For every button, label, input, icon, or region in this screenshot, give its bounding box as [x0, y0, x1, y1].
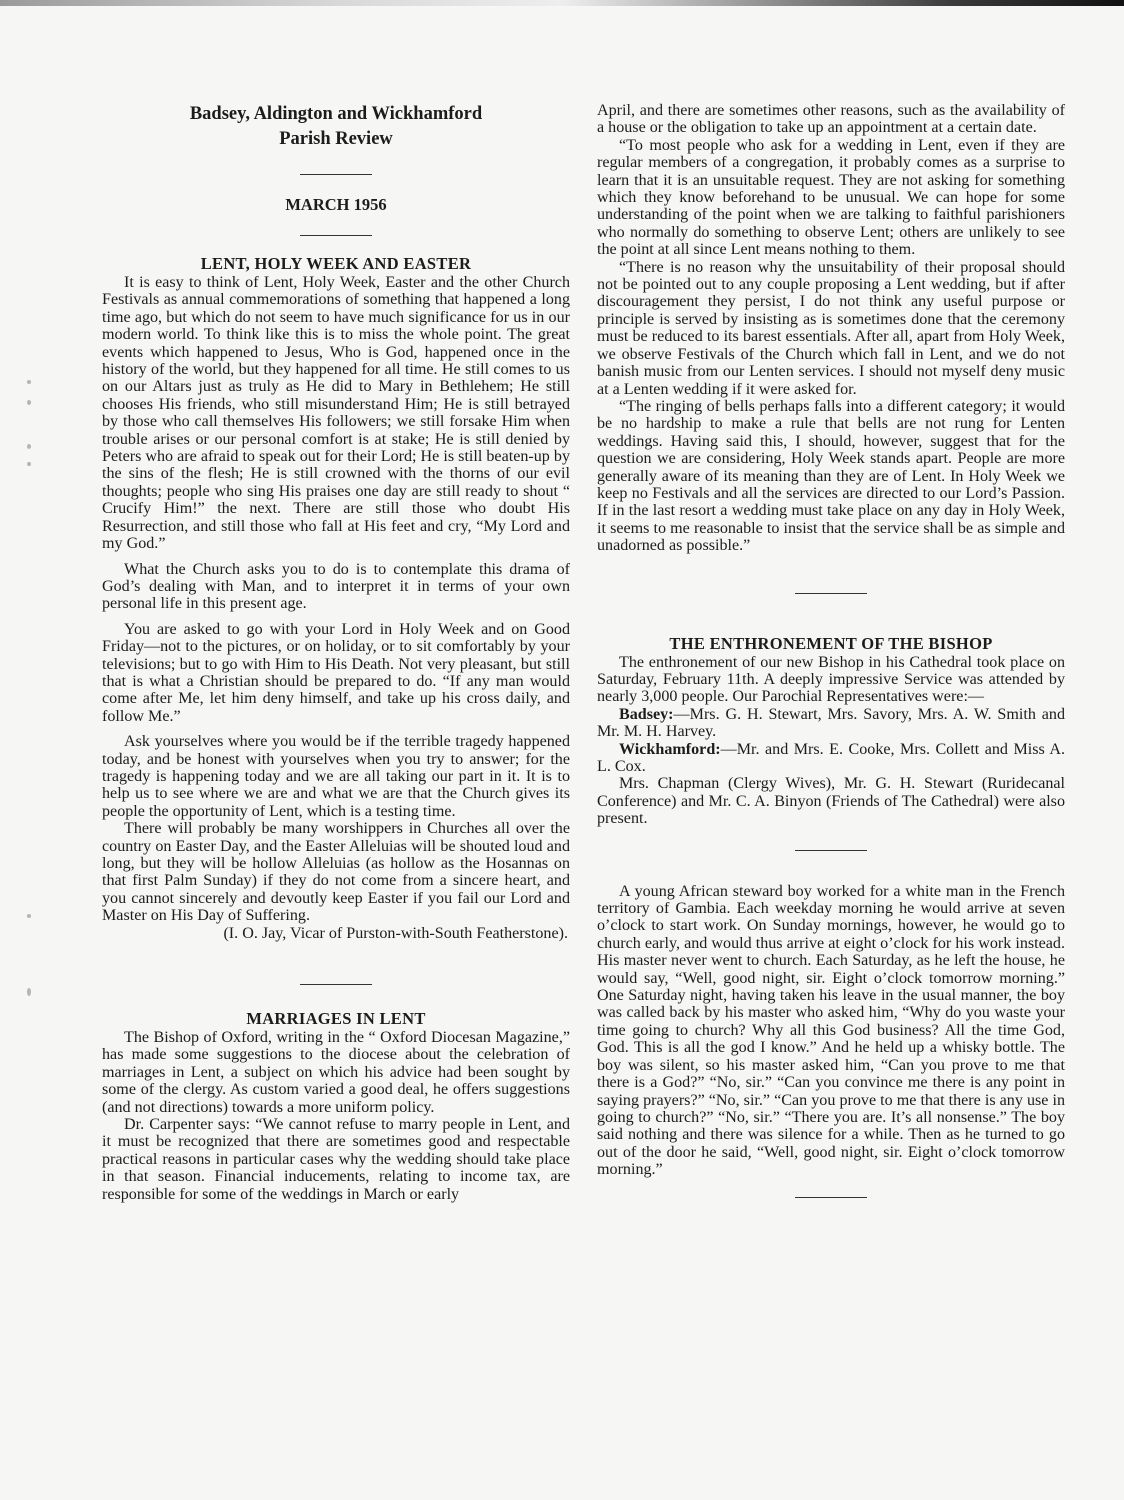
representatives-label: Badsey:	[619, 705, 674, 723]
representatives-label: Wickhamford:	[619, 740, 721, 758]
divider-rule	[795, 1197, 867, 1198]
marriages-continued-paragraph: “To most people who ask for a wedding in Lent, even if they are regular members of a congregation, it probably comes as a surprise to learn that it is an unsuitable request. They are not asking for something which they know beforehand to be unusual. We can hope for some understanding of the point when we are talking to faithful parishioners who normally do something to observe Lent; others are unlikely to see the point at all since Lent means nothing to them.	[597, 136, 1065, 259]
enthronement-intro: The enthronement of our new Bishop in his Cathedral took place on Saturday, February 11th. A deeply impressive Service was attended by nearly 3,000 people. Our Parochial Representatives were:—	[597, 653, 1065, 706]
marriages-paragraph: Dr. Carpenter says: “We cannot refuse to marry people in Lent, and it must be recognized that there are sometimes good and respectable practical reasons in particular cases why the wedding should take place in that season. Financial inducements, relating to income tax, are responsible for some of the weddings in March or early	[102, 1116, 570, 1203]
newsletter-page	[0, 6, 1124, 1500]
divider-rule	[795, 850, 867, 851]
scan-speck	[27, 380, 31, 384]
scan-speck	[27, 462, 31, 466]
right-column	[597, 102, 1065, 1198]
divider-rule	[300, 984, 372, 985]
masthead-title-line1: Badsey, Aldington and Wickhamford	[189, 104, 483, 124]
article-heading-enthronement: THE ENTHRONEMENT OF THE BISHOP	[669, 633, 993, 653]
divider-rule	[300, 174, 372, 175]
left-column	[102, 102, 570, 1203]
divider-rule	[300, 235, 372, 236]
divider-rule	[795, 593, 867, 594]
scan-speck	[27, 988, 31, 996]
masthead-title-line2: Parish Review	[279, 129, 393, 149]
lent-paragraph: You are asked to go with your Lord in Holy Week and on Good Friday—not to the pictures, or on holiday, or to sit comfortably by your televisions; but to go with Him to His Death. Not very pleasant, but still that is what a Christian should be prepared to do. “If any man would come after Me, let him deny himself, and take up his cross daily, and follow Me.”	[102, 620, 570, 725]
enthronement-closing: Mrs. Chapman (Clergy Wives), Mr. G. H. Stewart (Ruridecanal Conference) and Mr. C. A. Binyon (Friends of The Cathedral) were also present.	[597, 775, 1065, 828]
masthead-title	[102, 102, 570, 152]
marriages-continued-paragraph: April, and there are sometimes other reasons, such as the availability of a house or the obligation to take up an appointment at a certain date.	[597, 102, 1065, 137]
lent-signoff: (I. O. Jay, Vicar of Purston-with-South Featherstone).	[223, 924, 568, 942]
lent-paragraph: It is easy to think of Lent, Holy Week, Easter and the other Church Festivals as annual commemorations of something that happened a long time ago, but which do not seem to have much significance for us in our modern world. To think like this is to miss the whole point. The great events which happened to Jesus, Who is God, happened once in the history of the world, but they happened for all time. He still comes to us on our Altars just as truly as He did to Mary in Bethlehem; He still chooses His friends, who still misunderstand Him; He is still betrayed by those who call themselves His followers; we still forsake Him when trouble arises or our personal comfort is at stake; He is still denied by Peters who are afraid to speak out for their Lord; He is still beaten-up by the sins of the flesh; He is still crowned with the thorns of our evil thoughts; people who sing His praises one day are still ready to shout “ Crucify Him!” the next. There are still those who doubt His Resurrection, and still those who fall at His feet and cry, “My Lord and my God.”	[102, 274, 570, 553]
marriages-paragraph: The Bishop of Oxford, writing in the “ Oxford Diocesan Magazine,” has made some suggestions to the diocese about the celebration of marriages in Lent, a subject on which his advice had been sought by some of the clergy. As custom varied a good deal, he offers suggestions (and not directions) towards a more uniform policy.	[102, 1029, 570, 1116]
representatives-wickhamford	[597, 741, 1065, 776]
lent-paragraph: There will probably be many worshippers in Churches all over the country on Easter Day, and the Easter Alleluias will be shouted loud and long, but they will be hollow Alleluias (as hollow as the Hosannas on that first Palm Sunday) if they do not come from a sincere heart, and you cannot sincerely and devoutly keep Easter if you fail our Lord and Master on His Day of Suffering.	[102, 820, 570, 925]
representatives-badsey	[597, 706, 1065, 741]
representatives-names: —Mr. and Mrs. E. Cooke, Mrs. Collett and Miss A. L. Cox.	[597, 740, 1065, 775]
lent-paragraph: Ask yourselves where you would be if the terrible tragedy happened today, and be honest with yourselves when you try to answer; for the tragedy is happening today and we are all taking our part in it. It is to help us to see where we are and what we are that the Church gives its people the opportunity of Lent, which is a testing time.	[102, 733, 570, 820]
issue-date: MARCH 1956	[285, 195, 387, 214]
steward-story-paragraph: A young African steward boy worked for a white man in the French territory of Gambia. Each weekday morning he would arrive at seven o’clock to start work. On Sunday mornings, however, he would go to church early, and would thus arrive at eight o’clock for his work instead. His master never went to church. Each Saturday, as he left the house, he would say, “Well, good night, sir. Eight o’clock tomorrow morning.” One Saturday night, having taken his leave in the usual manner, the boy was called back by his master who asked him, “Why do you waste your time going to church? Why all this God business? All the time God, God. This is all the god I know.” And he held up a whisky bottle. The boy was silent, so his master asked him, “Can you prove to me that there is a God?” “No, sir.” “Can you convince me there is any point in saying prayers?” “No, sir.” “Can you prove to me that there is any use in going to church?” “No, sir.” “There you are. It’s all nonsense.” The boy said nothing and there was silence for a while. Then as he turned to go out of the door he said, “Well, good night, sir. Eight o’clock tomorrow morning.”	[597, 882, 1065, 1179]
lent-paragraph: What the Church asks you to do is to contemplate this drama of God’s dealing with Man, and to interpret it in terms of your own personal life in this present age.	[102, 560, 570, 613]
scan-speck	[27, 914, 31, 918]
article-heading-marriages: MARRIAGES IN LENT	[246, 1009, 426, 1029]
marriages-continued-paragraph: “The ringing of bells perhaps falls into a different category; it would be no hardship to make a rule that bells are not rung for Lenten weddings. Having said this, I should, however, suggest that for the question we are considering, Holy Week stands apart. People are more generally aware of its meaning than they are of Lent. In Holy Week we keep no Festivals and all the services are directed to our Lord’s Passion. If in the last resort a wedding must take place on any day in Holy Week, it seems to me reasonable to insist that the service shall be as simple and unadorned as possible.”	[597, 397, 1065, 555]
scan-speck	[27, 400, 31, 405]
scan-speck	[27, 444, 31, 449]
marriages-continued-paragraph: “There is no reason why the unsuitability of their proposal should not be pointed out to any couple proposing a Lent wedding, but if after discouragement they persist, I do not think any useful purpose or principle is served by insisting as is sometimes done that the ceremony must be reduced to its barest essentials. After all, apart from Holy Week, we observe Festivals of the Church which fall in Lent, and we do not banish music from our Lenten services. I should not myself deny music at a Lenten wedding if it were asked for.	[597, 258, 1065, 398]
representatives-names: —Mrs. G. H. Stewart, Mrs. Savory, Mrs. A. W. Smith and Mr. M. H. Harvey.	[597, 705, 1065, 741]
article-heading-lent: LENT, HOLY WEEK AND EASTER	[200, 254, 472, 273]
